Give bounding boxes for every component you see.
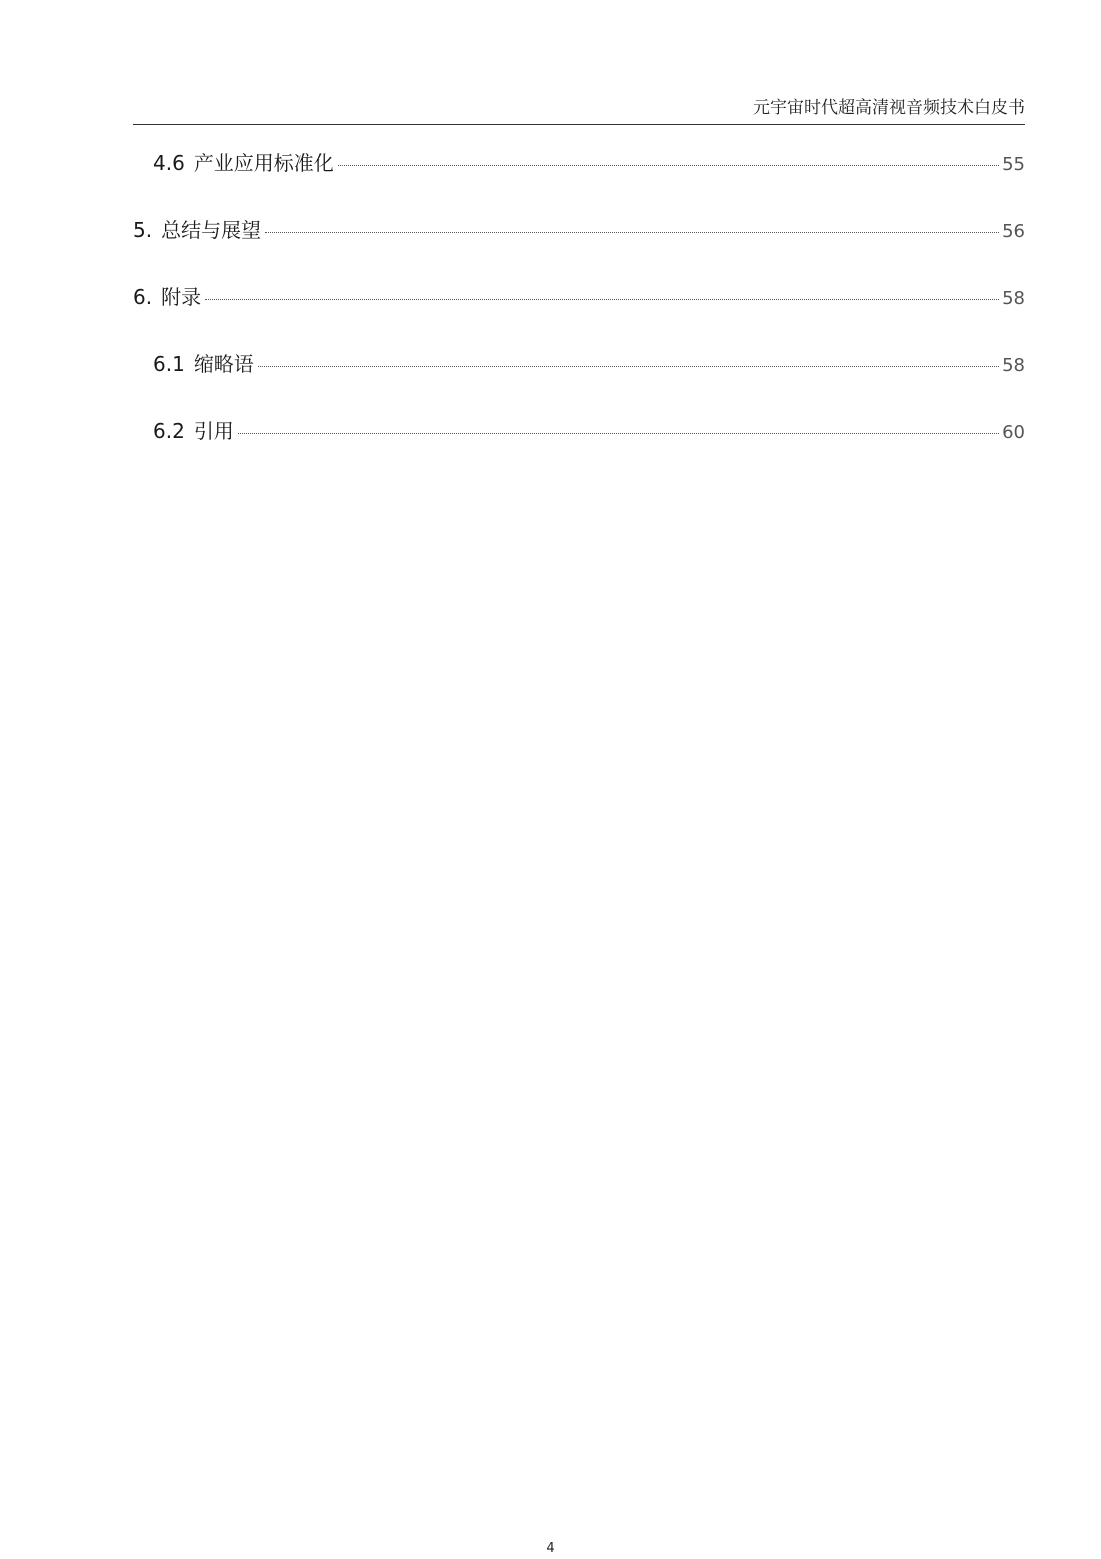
toc-entry-page: 60: [1002, 422, 1025, 443]
toc-entry-6-1[interactable]: [153, 350, 1025, 378]
toc-entry-4-6[interactable]: [153, 149, 1025, 177]
toc-entry-6[interactable]: [133, 283, 1025, 311]
document-title: 元宇宙时代超高清视音频技术白皮书: [753, 98, 1025, 118]
dot-leader: [338, 165, 999, 166]
table-of-contents: [0, 0, 1101, 500]
toc-entry-page: 56: [1002, 221, 1025, 242]
dot-leader: [205, 299, 999, 300]
toc-entry-page: 58: [1002, 288, 1025, 309]
toc-entry-page: 58: [1002, 355, 1025, 376]
toc-entry-number: 5.: [133, 218, 153, 242]
toc-entry-number: 6.1: [153, 352, 185, 376]
toc-entry-title: 产业应用标准化: [193, 151, 334, 175]
dot-leader: [265, 232, 999, 233]
toc-entry-title: 缩略语: [193, 352, 254, 376]
toc-entry-title: 附录: [161, 285, 202, 309]
toc-entry-page: 55: [1002, 154, 1025, 175]
page-number: 4: [546, 1541, 555, 1556]
toc-entry-title: 总结与展望: [161, 218, 262, 242]
toc-entry-6-2[interactable]: [153, 417, 1025, 445]
toc-entry-5[interactable]: [133, 216, 1025, 244]
toc-entry-number: 4.6: [153, 151, 185, 175]
dot-leader: [258, 366, 999, 367]
toc-entry-title: 引用: [193, 419, 234, 443]
dot-leader: [238, 433, 999, 434]
toc-entry-number: 6.2: [153, 419, 185, 443]
toc-entry-number: 6.: [133, 285, 153, 309]
